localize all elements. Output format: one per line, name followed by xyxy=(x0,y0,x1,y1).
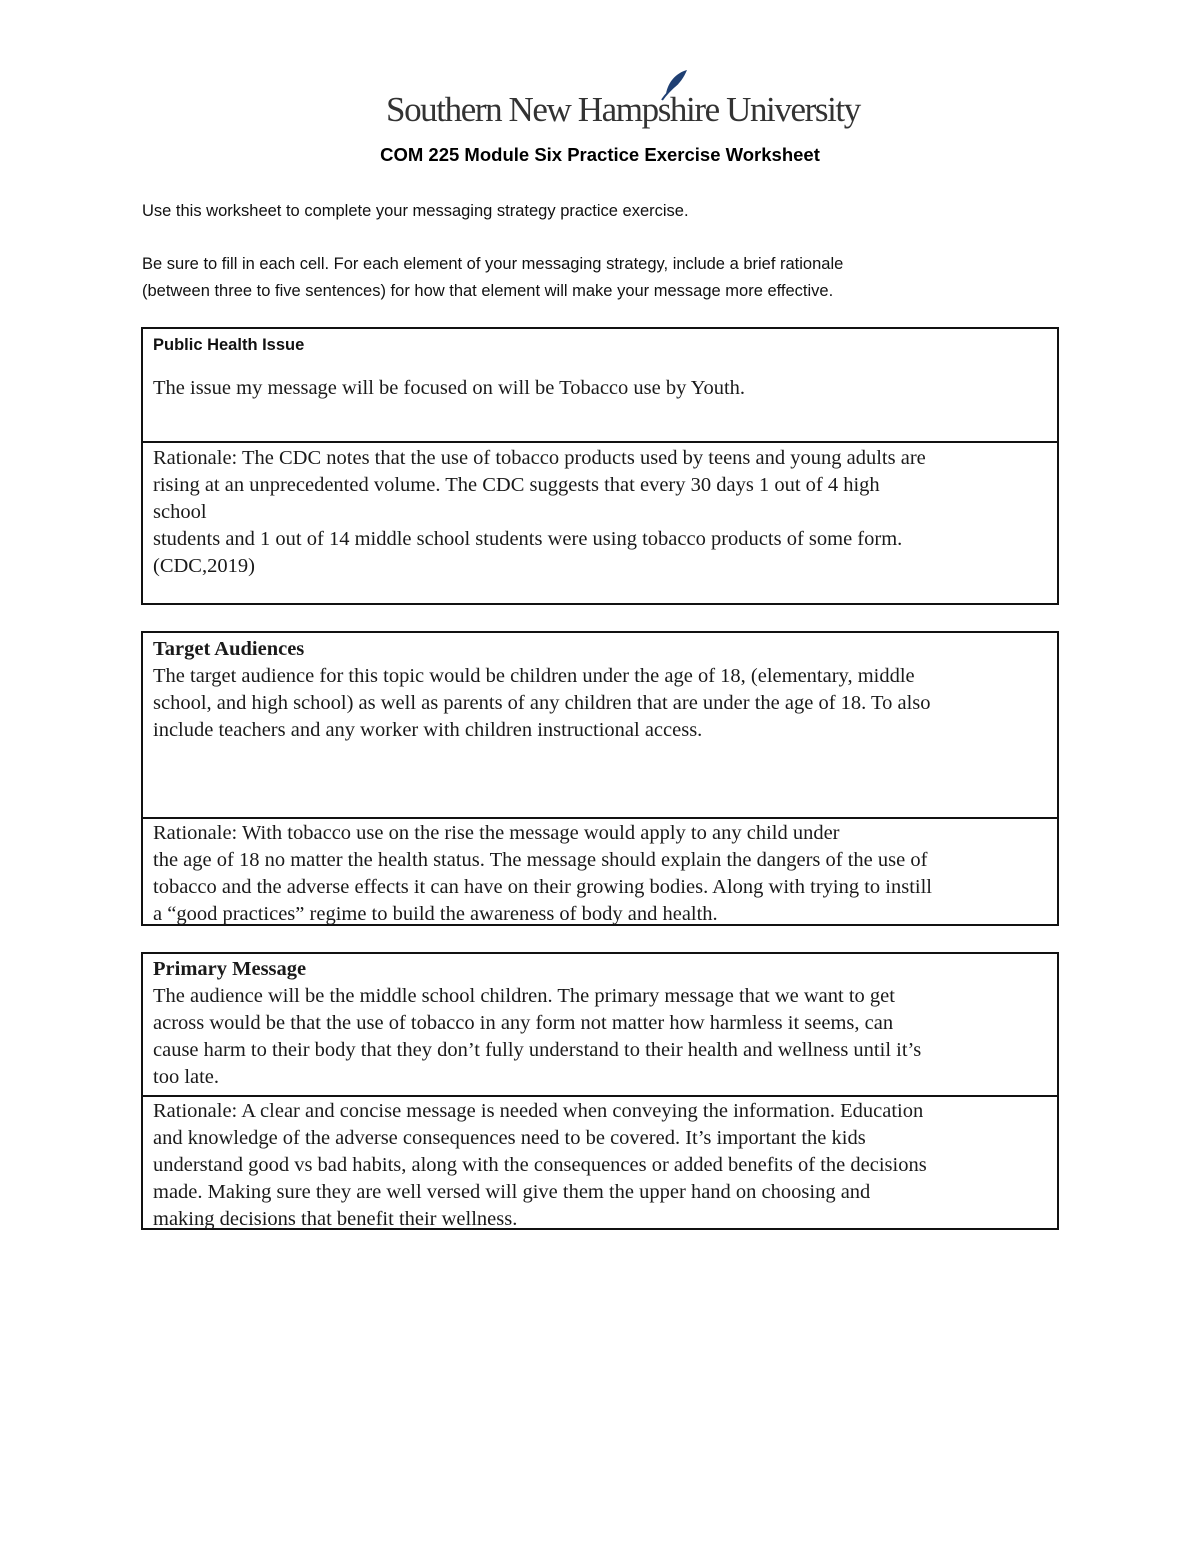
primary-message-rationale-cell xyxy=(143,1095,1057,1228)
rationale-line: students and 1 out of 14 middle school students were using tobacco products of some form. xyxy=(153,528,903,550)
rationale-line: made. Making sure they are well versed will give them the upper hand on choosing and xyxy=(153,1181,871,1203)
rationale-line: rising at an unprecedented volume. The CDC suggests that every 30 days 1 out of 4 high xyxy=(153,474,880,496)
content-line: across would be that the use of tobacco in any form not matter how harmless it seems, can xyxy=(153,1012,894,1034)
target-audiences-cell xyxy=(143,633,1057,817)
rationale-line: (CDC,2019) xyxy=(153,555,255,577)
intro-line-1: Use this worksheet to complete your messaging strategy practice exercise. xyxy=(142,202,689,220)
leaf-icon xyxy=(640,68,700,104)
rationale-line: Rationale: With tobacco use on the rise the message would apply to any child under xyxy=(153,822,840,844)
rationale-line: making decisions that benefit their wellness. xyxy=(153,1208,518,1230)
primary-message-table xyxy=(141,952,1059,1230)
university-logo xyxy=(386,68,860,136)
public-health-issue-text: The issue my message will be focused on will be Tobacco use by Youth. xyxy=(153,377,746,399)
rationale-line: Rationale: The CDC notes that the use of tobacco products used by teens and young adults are xyxy=(153,447,926,469)
rationale-line: the age of 18 no matter the health status. The message should explain the dangers of the use of xyxy=(153,849,928,871)
rationale-line: understand good vs bad habits, along with the consequences or added benefits of the decisions xyxy=(153,1154,927,1176)
content-line: cause harm to their body that they don’t fully understand to their health and wellness until it’s xyxy=(153,1039,922,1061)
content-line: school, and high school) as well as parents of any children that are under the age of 18. To also xyxy=(153,692,931,714)
primary-message-label: Primary Message xyxy=(153,958,307,980)
rationale-line: school xyxy=(153,501,207,523)
rationale-line: a “good practices” regime to build the awareness of body and health. xyxy=(153,903,718,925)
intro-line-2: Be sure to fill in each cell. For each element of your messaging strategy, include a brief rationale xyxy=(142,255,844,273)
content-line: include teachers and any worker with children instructional access. xyxy=(153,719,703,741)
public-health-rationale-cell xyxy=(143,441,1057,603)
intro-line-3: (between three to five sentences) for how that element will make your message more effective. xyxy=(142,282,834,300)
page-title: COM 225 Module Six Practice Exercise Worksheet xyxy=(380,144,820,165)
target-audiences-label: Target Audiences xyxy=(153,638,305,660)
content-line: too late. xyxy=(153,1066,220,1088)
public-health-issue-cell xyxy=(143,329,1057,441)
public-health-issue-table xyxy=(141,327,1059,605)
public-health-issue-label: Public Health Issue xyxy=(153,336,305,354)
rationale-line: tobacco and the adverse effects it can have on their growing bodies. Along with trying to instill xyxy=(153,876,932,898)
content-line: The audience will be the middle school children. The primary message that we want to get xyxy=(153,985,895,1007)
target-audiences-rationale-cell xyxy=(143,817,1057,924)
content-line: The target audience for this topic would be children under the age of 18, (elementary, middle xyxy=(153,665,915,687)
rationale-line: Rationale: A clear and concise message is needed when conveying the information. Education xyxy=(153,1100,924,1122)
primary-message-cell xyxy=(143,954,1057,1095)
logo-wordmark: Southern New Hampshire University xyxy=(386,90,860,129)
target-audiences-table xyxy=(141,631,1059,926)
rationale-line: and knowledge of the adverse consequences need to be covered. It’s important the kids xyxy=(153,1127,866,1149)
